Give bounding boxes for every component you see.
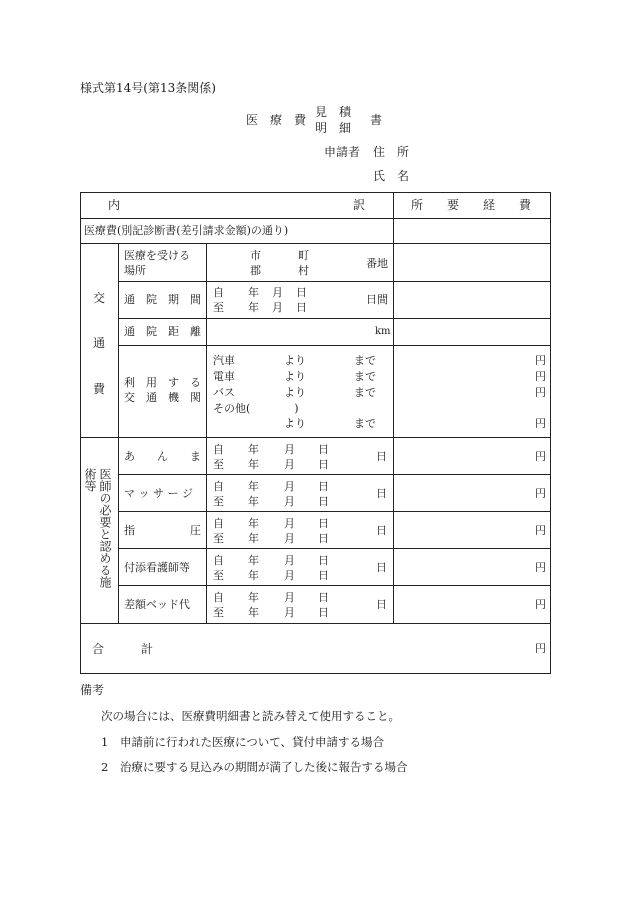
distance-unit: km [375,326,391,337]
row-divider [118,474,550,475]
place-town: 町 [298,249,309,262]
treatment-to: 至 [213,495,224,508]
treatment-from: 自 [213,517,224,530]
treatment-month: 月 [284,532,295,545]
treatment-month: 月 [284,480,295,493]
notes-heading: 備考 [80,683,105,697]
treatment-day: 日 [318,591,329,604]
treatment-year: 年 [248,569,259,582]
medical-fee-label: 医療費(別記診断書(差引請求金額)の通り) [84,224,289,237]
treatment-day: 日 [318,554,329,567]
note-number: 1 [101,735,109,749]
row-divider [118,511,550,512]
treatment-day: 日 [318,517,329,530]
treatment-label-attendant: 付添看護師等 [124,561,190,574]
treatment-label-anma: あ ん ま [124,450,201,463]
row-divider [118,318,550,319]
yen-mark: 円 [535,642,546,655]
treatment-days-unit: 日 [376,450,387,463]
place-label-line-1: 医療を受ける [124,249,190,262]
treatment-month: 月 [284,569,295,582]
group-column-divider [118,243,119,623]
means-label-line-2: 交 通 機 関 [124,391,201,404]
yen-mark: 円 [535,370,546,383]
table-border-left [80,192,81,674]
period-from: 自 [213,286,224,299]
means-made: まで [354,354,376,367]
treatment-from: 自 [213,554,224,567]
treatment-month: 月 [284,606,295,619]
means-yori: より [284,354,306,367]
means-name-train: 汽車 [213,354,235,367]
treatment-to: 至 [213,458,224,471]
means-made: まで [354,417,376,430]
table-border-bottom [80,673,550,674]
treatment-year: 年 [248,554,259,567]
period-to-month: 月 [272,301,283,314]
treatment-label-shiatsu: 指 圧 [124,524,201,537]
treatment-month: 月 [284,458,295,471]
period-days-count: 日間 [366,293,388,306]
treatment-day: 日 [318,480,329,493]
means-name-bus: バス [213,386,235,399]
means-name-densha: 電車 [213,370,235,383]
title-right: 書 [370,113,383,127]
treatment-month: 月 [284,495,295,508]
yen-mark: 円 [535,487,546,500]
row-divider [118,548,550,549]
yen-mark: 円 [535,386,546,399]
treatment-from: 自 [213,591,224,604]
means-made: まで [354,370,376,383]
means-yori: より [284,417,306,430]
treatment-days-unit: 日 [376,487,387,500]
yen-mark: 円 [535,354,546,367]
yen-mark: 円 [535,417,546,430]
period-from-year: 年 [248,286,259,299]
treatment-days-unit: 日 [376,598,387,611]
notes-intro: 次の場合には、医療費明細書と読み替えて使用すること。 [101,709,400,723]
treatment-year: 年 [248,591,259,604]
title-stack-top: 見 積 [315,105,352,119]
table-border-top [80,192,550,193]
means-yori: より [284,370,306,383]
row-divider [118,281,550,282]
treatment-to: 至 [213,569,224,582]
doctor-group-label: 医師の必要と認める施術等 [83,468,112,588]
note-text: 治療に要する見込みの期間が満了した後に報告する場合 [120,760,408,774]
treatment-month: 月 [284,591,295,604]
place-banchi: 番地 [366,257,388,270]
row-divider [118,585,550,586]
treatment-month: 月 [284,443,295,456]
treatment-label-bed: 差額ベッド代 [124,598,190,611]
label-column-divider [206,243,207,623]
treatment-from: 自 [213,480,224,493]
treatment-day: 日 [318,495,329,508]
header-breakdown-end: 訳 [353,198,366,212]
note-number: 2 [101,760,109,774]
period-label: 通 院 期 間 [124,293,201,306]
yen-mark: 円 [535,524,546,537]
means-label-line-1: 利 用 す る [124,376,201,389]
yen-mark: 円 [535,450,546,463]
table-border-right [550,192,551,674]
place-city: 市 [250,249,261,262]
place-gun: 郡 [250,264,261,277]
transport-group-char-1: 交 [93,291,106,305]
title-stack-bottom: 明 細 [315,121,352,135]
treatment-from: 自 [213,443,224,456]
treatment-day: 日 [318,458,329,471]
treatment-to: 至 [213,606,224,619]
period-to: 至 [213,301,224,314]
distance-label: 通 院 距 離 [124,325,201,338]
transport-group-char-3: 費 [93,382,106,396]
place-label-line-2: 場所 [124,264,146,277]
title-left: 医 療 費 [246,113,307,127]
row-divider [80,218,550,219]
applicant-label: 申請者 [324,145,361,159]
row-divider [118,345,550,346]
period-from-day: 日 [296,286,307,299]
treatment-day: 日 [318,443,329,456]
treatment-day: 日 [318,532,329,545]
means-name-other: その他( ) [213,402,299,415]
transport-group-char-2: 通 [93,336,106,350]
treatment-days-unit: 日 [376,524,387,537]
treatment-year: 年 [248,443,259,456]
treatment-to: 至 [213,532,224,545]
treatment-day: 日 [318,606,329,619]
form-number: 様式第14号(第13条関係) [80,81,216,95]
treatment-year: 年 [248,480,259,493]
means-yori: より [284,386,306,399]
treatment-year: 年 [248,606,259,619]
treatment-year: 年 [248,458,259,471]
period-to-year: 年 [248,301,259,314]
header-cost: 所 要 経 費 [411,198,532,212]
treatment-month: 月 [284,554,295,567]
treatment-year: 年 [248,495,259,508]
place-village: 村 [298,264,309,277]
note-text: 申請前に行われた医療について、貸付申請する場合 [120,735,385,749]
period-to-day: 日 [296,301,307,314]
total-label-end: 計 [141,642,154,656]
name-label: 氏 名 [373,169,410,183]
yen-mark: 円 [535,561,546,574]
treatment-month: 月 [284,517,295,530]
yen-mark: 円 [535,598,546,611]
treatment-day: 日 [318,569,329,582]
address-label: 住 所 [373,145,410,159]
period-from-month: 月 [272,286,283,299]
cost-column-divider [393,192,394,623]
treatment-label-massage: マ ッ サ ー ジ [124,487,193,500]
row-divider [80,623,550,624]
means-made: まで [354,386,376,399]
total-label-start: 合 [92,642,105,656]
treatment-year: 年 [248,517,259,530]
row-divider [80,243,550,244]
row-divider [80,437,550,438]
header-breakdown-start: 内 [108,198,121,212]
treatment-year: 年 [248,532,259,545]
treatment-days-unit: 日 [376,561,387,574]
